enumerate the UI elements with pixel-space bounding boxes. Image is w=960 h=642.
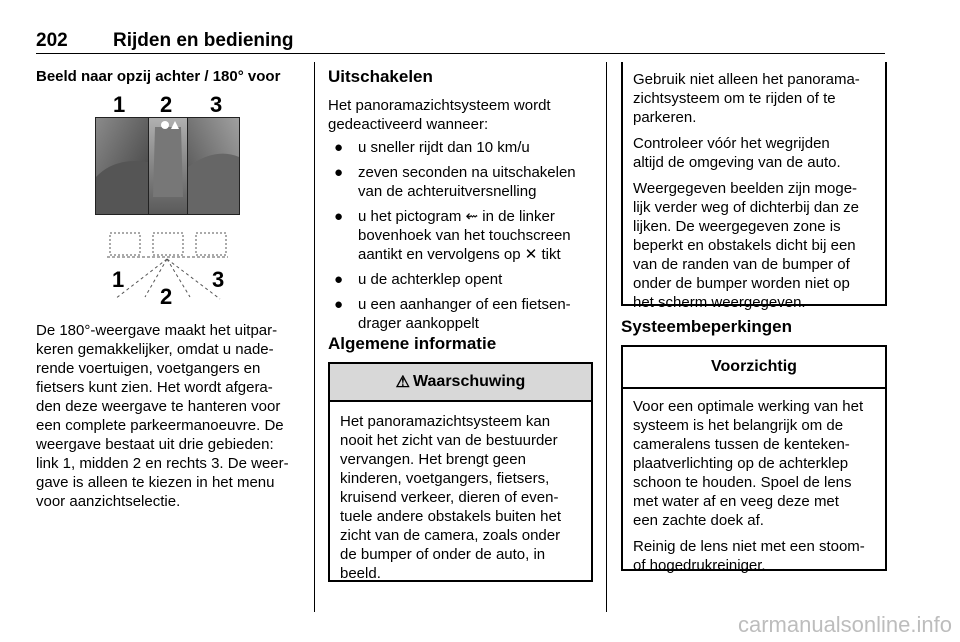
text-line: lijk verder weg of dichterbij dan ze xyxy=(633,199,859,216)
text-line: het scherm weergegeven. xyxy=(633,294,806,311)
heading-systeembeperkingen: Systeembeperkingen xyxy=(621,317,793,336)
text-line: Voor een optimale werking van het xyxy=(633,398,864,415)
text-line: of hogedrukreiniger. xyxy=(633,557,766,574)
figure-heading: Beeld naar opzij achter / 180° voor xyxy=(36,68,281,85)
text-line: van de achteruitversnelling xyxy=(358,183,537,200)
figure-label-bottom-1: 1 xyxy=(112,267,125,292)
text-line: voor aanzichtselectie. xyxy=(36,493,181,510)
text-line: schoon te houden. Spoel de lens xyxy=(633,474,852,491)
text-line: den deze weergave te hanteren voor xyxy=(36,398,281,415)
text-line: lijken. De weergegeven zone is xyxy=(633,218,841,235)
text-line: nooit het zicht van de bestuurder xyxy=(340,432,558,449)
text-line: beperkt en obstakels dicht bij een xyxy=(633,237,856,254)
info-body xyxy=(623,62,885,327)
camera-view-image xyxy=(95,117,240,215)
text-line: onder de bumper worden niet op xyxy=(633,275,850,292)
text-line: rende voertuigen, voetgangers en xyxy=(36,360,261,377)
text-line: vervangen. Het brengt geen xyxy=(340,451,526,468)
text-line: de bumper of onder de auto, in xyxy=(340,546,546,563)
text-line: beeld. xyxy=(340,565,381,582)
text-line: u een aanhanger of een fietsen- xyxy=(358,296,571,313)
section-title: Rijden en bediening xyxy=(113,30,294,51)
figure-label-top-3: 3 xyxy=(210,92,223,117)
list-item: ● u de achterklep opent xyxy=(328,270,603,289)
text-line: Gebruik niet alleen het panorama- xyxy=(633,71,860,88)
heading-uitschakelen: Uitschakelen xyxy=(328,67,433,86)
text-line: u de achterklep opent xyxy=(358,271,503,288)
figure-label-top-1: 1 xyxy=(113,92,126,117)
list-item: ● u het pictogram ⇜ in de linker bovenhoek van het touchscreen aantikt en vervolgens op ✕ tikt xyxy=(328,207,603,264)
text-line: gedeactiveerd wanneer: xyxy=(328,116,489,133)
caution-header xyxy=(623,347,885,389)
text-line: Reinig de lens niet met een stoom- xyxy=(633,538,865,555)
list-item: ● zeven seconden na uitschakelen van de achteruitversnelling xyxy=(328,163,603,201)
text-line: altijd de omgeving van de auto. xyxy=(633,154,841,171)
text-line: u sneller rijdt dan 10 km/u xyxy=(358,139,530,156)
text-line: Het panoramazichtsysteem kan xyxy=(340,413,551,430)
text-line: weergave bestaat uit drie gebieden: xyxy=(36,436,274,453)
info-box xyxy=(621,62,887,311)
caution-paragraph xyxy=(633,397,875,530)
caution-box xyxy=(621,345,887,574)
text-line: plaatverlichting op de achterklep xyxy=(633,455,849,472)
warning-box xyxy=(328,362,593,582)
text-line: tuele andere obstakels buiten het xyxy=(340,508,561,525)
text-line: keren gemakkelijker, omdat u nade- xyxy=(36,341,274,358)
deactivation-list xyxy=(328,138,603,339)
warning-body xyxy=(330,402,591,591)
text-line: systeem is het belangrijk om de xyxy=(633,417,844,434)
text-line: zichtsysteem om te rijden of te xyxy=(633,90,836,107)
info-paragraph xyxy=(633,179,875,312)
text-line: Het panoramazichtsysteem wordt xyxy=(328,97,551,114)
column-divider-1 xyxy=(314,62,315,612)
figure-description xyxy=(36,321,308,511)
list-item: ● u een aanhanger of een fietsen- drager aankoppelt xyxy=(328,295,603,333)
text-line: kruisend verkeer, dieren of even- xyxy=(340,489,559,506)
text-line: zeven seconden na uitschakelen xyxy=(358,164,576,181)
column-divider-2 xyxy=(606,62,607,612)
camera-figure xyxy=(90,92,245,307)
text-line: gave is alleen te kiezen in het menu xyxy=(36,474,275,491)
text-line: Controleer vóór het wegrijden xyxy=(633,135,830,152)
intro-text xyxy=(328,96,598,134)
info-paragraph xyxy=(633,134,875,172)
text-line: een zachte doek af. xyxy=(633,512,764,529)
list-item: ● u sneller rijdt dan 10 km/u xyxy=(328,138,603,157)
header-rule xyxy=(36,53,885,54)
text-line: van de randen van de bumper of xyxy=(633,256,850,273)
text-line: Weergegeven beelden zijn moge- xyxy=(633,180,858,197)
watermark: carmanualsonline.info xyxy=(737,612,952,637)
warning-title: Waarschuwing xyxy=(413,373,526,390)
text-line: bovenhoek van het touchscreen xyxy=(358,227,571,244)
text-line: fietsers kunt zien. Het wordt afgera- xyxy=(36,379,273,396)
heading-algemene-informatie: Algemene informatie xyxy=(328,334,497,353)
warning-icon: ⚠ xyxy=(395,374,411,391)
text-line: u het pictogram ⇜ in de linker xyxy=(358,208,555,225)
caution-paragraph xyxy=(633,537,875,575)
text-line: een complete parkeermanoeuvre. De xyxy=(36,417,284,434)
caution-body xyxy=(623,389,885,590)
text-line: aantikt en vervolgens op ✕ tikt xyxy=(358,246,561,263)
text-line: drager aankoppelt xyxy=(358,315,479,332)
text-line: link 1, midden 2 en rechts 3. De weer- xyxy=(36,455,289,472)
text-line: kinderen, voetgangers, fietsers, xyxy=(340,470,550,487)
text-line: cameralens tussen de kenteken- xyxy=(633,436,850,453)
page-number: 202 xyxy=(36,30,68,51)
caution-title: Voorzichtig xyxy=(711,358,797,375)
figure-label-bottom-3: 3 xyxy=(212,267,225,292)
text-line: parkeren. xyxy=(633,109,697,126)
text-line: met water af en veeg deze met xyxy=(633,493,839,510)
warning-header xyxy=(330,364,591,402)
text-line: De 180°-weergave maakt het uitpar- xyxy=(36,322,278,339)
info-paragraph xyxy=(633,70,875,127)
text-line: zicht van de camera, zoals onder xyxy=(340,527,561,544)
figure-label-top-2: 2 xyxy=(160,92,173,117)
figure-label-bottom-2: 2 xyxy=(160,284,173,309)
